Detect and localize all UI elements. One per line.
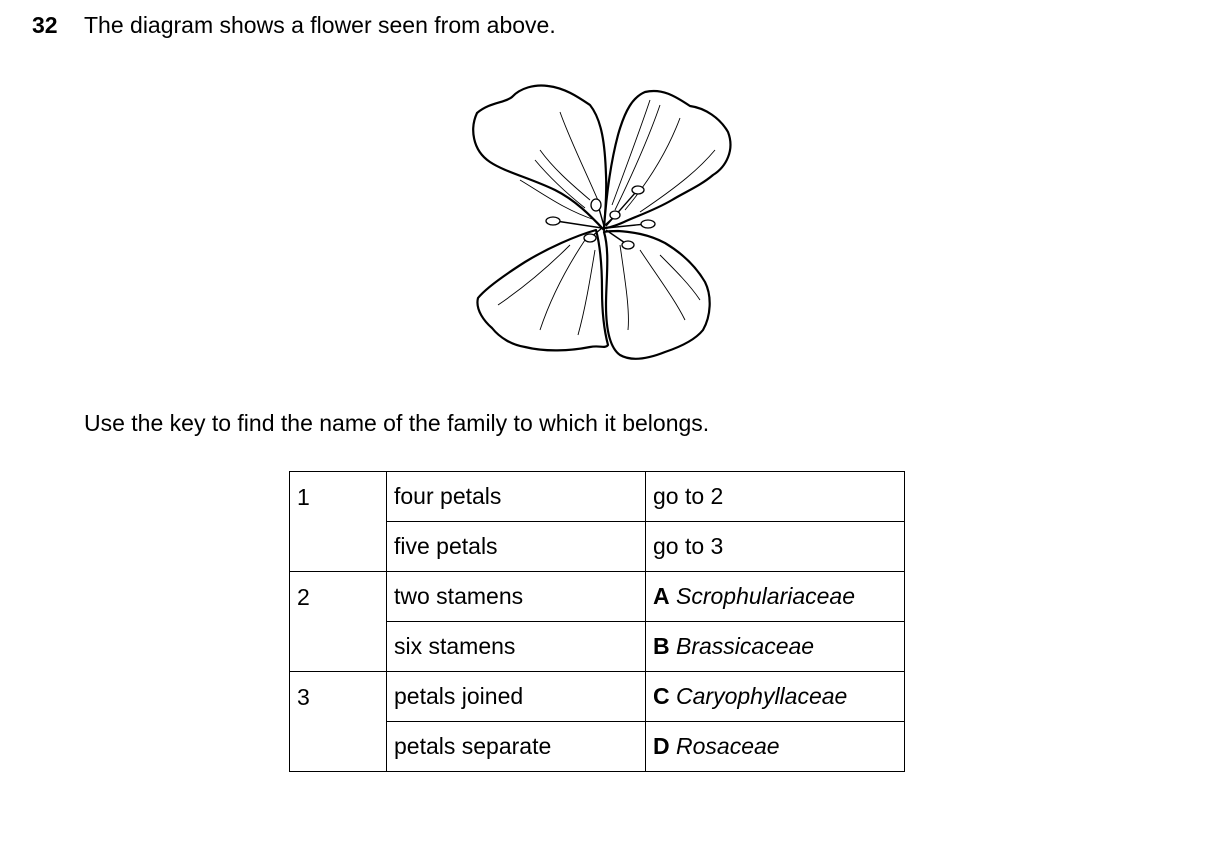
instruction-text: Use the key to find the name of the family to which it belongs. xyxy=(84,410,710,436)
key-description: four petals xyxy=(387,472,646,522)
answer-letter: A xyxy=(653,583,670,609)
flower-diagram-icon xyxy=(465,82,737,366)
answer-letter: D xyxy=(653,733,670,759)
key-result: go to 2 xyxy=(646,472,905,522)
key-description: two stamens xyxy=(387,572,646,622)
family-name: Scrophulariaceae xyxy=(676,583,856,609)
key-description: petals joined xyxy=(387,672,646,722)
question-text: The diagram shows a flower seen from above. xyxy=(84,12,556,38)
key-step-number: 2 xyxy=(290,572,387,672)
family-name: Caryophyllaceae xyxy=(676,683,848,709)
question-number: 32 xyxy=(32,12,58,38)
key-row xyxy=(290,472,905,522)
key-row xyxy=(290,572,905,622)
key-result xyxy=(646,722,905,772)
family-name: Rosaceae xyxy=(676,733,780,759)
key-result: go to 3 xyxy=(646,522,905,572)
key-result xyxy=(646,572,905,622)
key-description: five petals xyxy=(387,522,646,572)
family-name: Brassicaceae xyxy=(676,633,815,659)
answer-letter: B xyxy=(653,633,670,659)
answer-letter: C xyxy=(653,683,670,709)
key-result xyxy=(646,672,905,722)
key-description: six stamens xyxy=(387,622,646,672)
dichotomous-key-table xyxy=(289,471,905,772)
key-step-number: 3 xyxy=(290,672,387,772)
key-row xyxy=(290,672,905,722)
key-result xyxy=(646,622,905,672)
key-description: petals separate xyxy=(387,722,646,772)
key-step-number: 1 xyxy=(290,472,387,572)
